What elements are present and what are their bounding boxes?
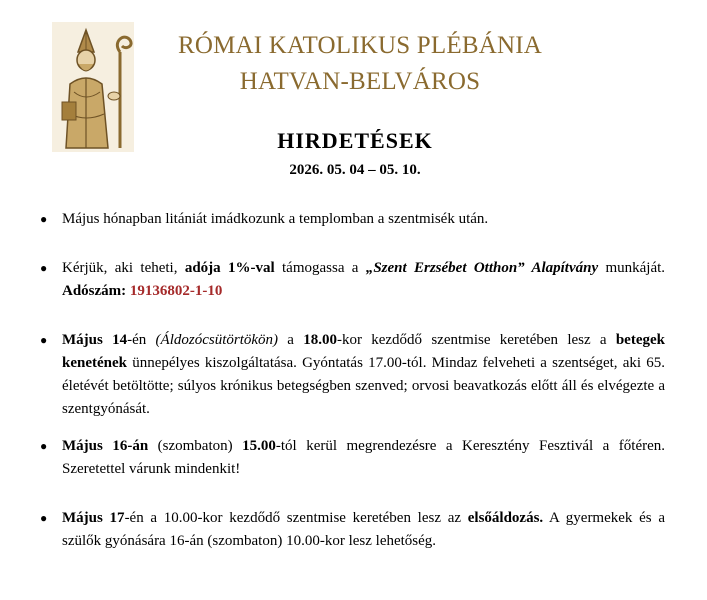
bullet-icon: ●	[40, 333, 48, 347]
notice-text: 18.00	[303, 332, 337, 348]
notice-item	[62, 507, 665, 553]
notice-text: Kérjük, aki teheti,	[62, 260, 185, 276]
notice-text: Adószám:	[62, 283, 130, 299]
date-range: 2026. 05. 04 – 05. 10.	[289, 162, 421, 178]
notice-text: Május 14	[62, 332, 128, 348]
notice-text: -tól kerül megrendezésre a Keresztény Fesztivál a főtéren. Szeretettel várunk mindenkit!	[62, 438, 666, 477]
notice-item	[62, 208, 665, 231]
notice-text: „Szent Erzsébet Otthon” Alapítvány	[365, 260, 599, 276]
notice-text: -én a 10.00-kor kezdődő szentmise keretében lesz az	[124, 510, 468, 526]
notice-text: (Áldozócsütörtökön)	[155, 332, 279, 348]
notice-text: a	[278, 332, 304, 348]
notice-item	[62, 435, 665, 481]
notice-text: betegek kenetének	[62, 332, 665, 371]
bullet-icon: ●	[40, 261, 48, 275]
notice-text: (szombaton)	[148, 438, 243, 454]
notice-text: támogassa a	[274, 260, 366, 276]
notice-item	[62, 257, 665, 303]
notice-text: Május 16	[62, 438, 128, 454]
notice-item	[62, 329, 665, 421]
notice-text: Május hónapban litániát imádkozunk a templomban a szentmisék után.	[62, 211, 489, 227]
notice-text: -én	[127, 332, 156, 348]
bullet-icon: ●	[40, 511, 48, 525]
bullet-icon: ●	[40, 212, 48, 226]
parish-name-line2: HATVAN-BELVÁROS	[239, 68, 481, 95]
notice-text: adója 1%-val	[184, 260, 275, 276]
notice-text: 19136802-1-10	[129, 283, 223, 299]
notice-text: elsőáldozás.	[467, 510, 544, 526]
parish-name-line1: RÓMAI KATOLIKUS PLÉBÁNIA	[177, 32, 543, 59]
notice-text: -án	[127, 438, 149, 454]
notice-text: 15.00	[242, 438, 276, 454]
notice-text: -kor kezdődő szentmise keretében lesz a	[336, 332, 616, 348]
notice-text: ünnepélyes kiszolgáltatása. Gyóntatás 17.00-tól. Mindaz felveheti a szentséget, aki 65. életévét betöltötte; súlyos krónikus betegségben szenved; orvosi beavatkozás előtt áll és elvégezte a szentgyónását.	[62, 355, 665, 417]
notice-text: A gyermekek és a szülők gyónására 16-án (szombaton) 10.00-kor lesz lehetőség.	[62, 510, 666, 549]
page-title: HIRDETÉSEK	[277, 128, 433, 153]
notice-text: munkáját.	[598, 260, 666, 276]
notice-text: Május 17	[62, 510, 125, 526]
bullet-icon: ●	[40, 439, 48, 453]
